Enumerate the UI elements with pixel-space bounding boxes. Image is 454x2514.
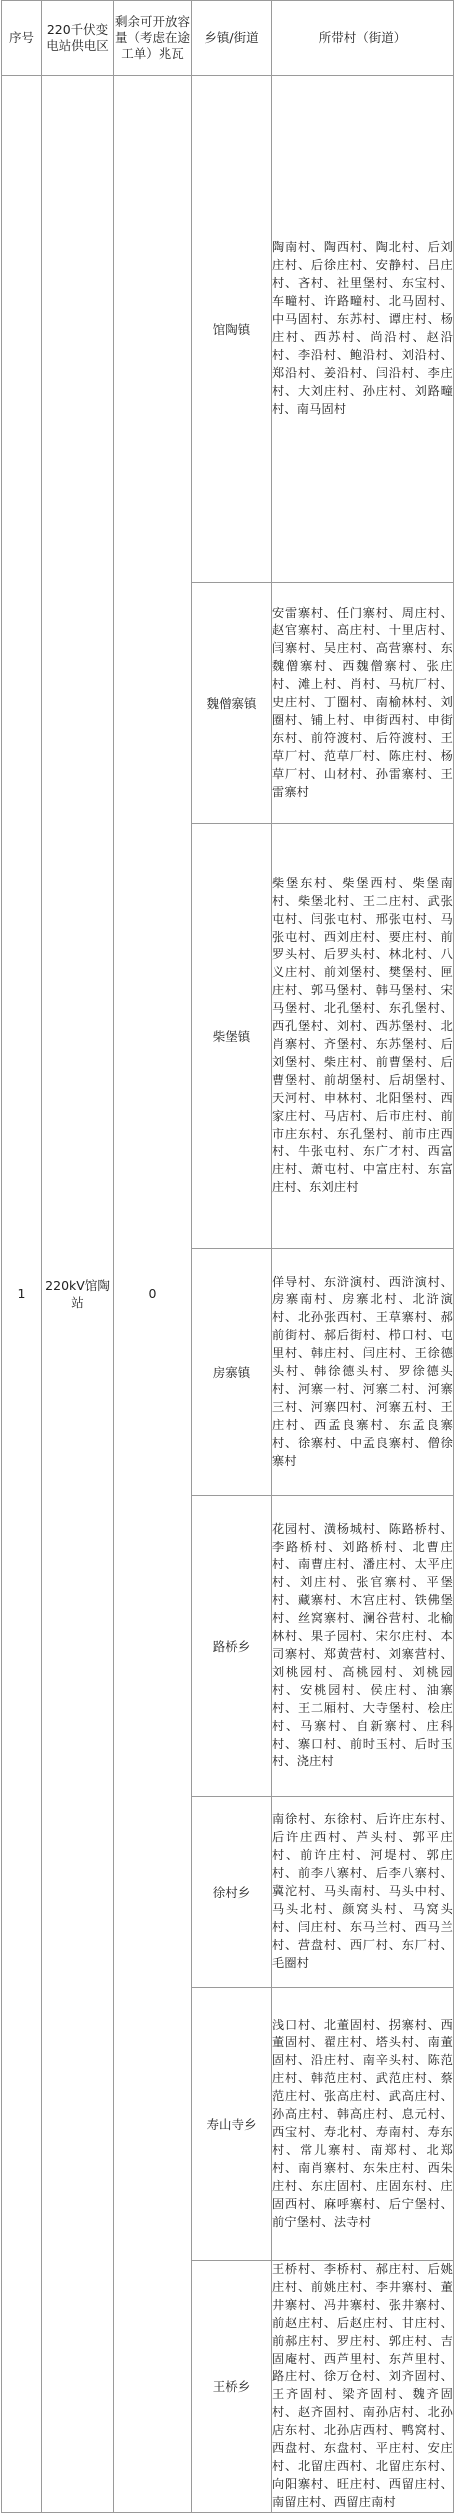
town-name: 徐村乡: [192, 1797, 272, 1988]
town-name: 寿山寺乡: [192, 1988, 272, 2261]
header-remaining-capacity: 剩余可开放容量（考虑在途工单）兆瓦: [114, 1, 192, 76]
header-villages: 所带村（街道）: [272, 1, 454, 76]
town-name: 魏僧寨镇: [192, 583, 272, 824]
town-villages: 南徐村、东徐村、后许庄东村、后许庄西村、芦头村、郭平庄村、前许庄村、河堤村、郭庄村、前李八寨村、后李八寨村、冀沱村、马头南村、马头中村、马头北村、颜窝头村、马窝头村、闫庄村、东马兰村、西马兰村、营盘村、西厂村、东厂村、毛圈村: [272, 1797, 454, 1988]
table-row: [2, 76, 454, 583]
header-substation-area: 220千伏变电站供电区: [42, 1, 114, 76]
town-villages: 柴堡东村、柴堡西村、柴堡南村、柴堡北村、王二庄村、武张屯村、闫张屯村、邢张屯村、马张屯村、西刘庄村、要庄村、前罗头村、后罗头村、林北村、八义庄村、前刘堡村、樊堡村、匣庄村、郭马堡村、韩马堡村、宋马堡村、北孔堡村、东孔堡村、西孔堡村、刘村、西苏堡村、北肖寨村、齐堡村、东苏堡村、后刘堡村、柴庄村、前曹堡村、后曹堡村、前胡堡村、后胡堡村、天河村、申林村、北阳堡村、西家庄村、马店村、后市庄村、前市庄东村、东孔堡村、前市庄西村、牛张屯村、东广才村、西富庄村、萧屯村、中富庄村、东富庄村、东刘庄村: [272, 824, 454, 1249]
town-villages: 浅口村、北董固村、拐寨村、西董固村、翟庄村、塔头村、南董固村、沿庄村、南辛头村、陈范庄村、韩范庄村、武范庄村、蔡范庄村、张高庄村、武高庄村、孙高庄村、韩高庄村、息元村、西宝村、寿北村、寿南村、寿东村、常儿寨村、南郑村、北郑村、南肖寨村、东朱庄村、西朱庄村、东庄固村、庄固东村、庄固西村、麻呼寨村、后宁堡村、前宁堡村、法寺村: [272, 1988, 454, 2261]
capacity-table: [1, 0, 454, 2513]
town-name: 王桥乡: [192, 2261, 272, 2513]
town-villages: 陶南村、陶西村、陶北村、后刘庄村、后徐庄村、安静村、吕庄村、吝村、社里堡村、东宝村、车疃村、许路疃村、北马固村、中马固村、东苏村、谭庄村、杨庄村、西苏村、尚沿村、赵沿村、李沿村、鲍沿村、刘沿村、郑沿村、姜沿村、闫沿村、李庄村、大刘庄村、孙庄村、刘路疃村、南马固村: [272, 76, 454, 583]
town-villages: 佯导村、东浒演村、西浒演村、房寨南村、房寨北村、北浒演村、北孙张西村、王草寨村、郝前街村、郝后街村、栉口村、屯里村、韩庄村、闫庄村、王徐德头村、韩徐德头村、罗徐德头村、河寨一村、河寨二村、河寨三村、河寨四村、河寨五村、王庄村、西孟良寨村、东孟良寨村、徐寨村、中孟良寨村、僧徐寨村: [272, 1249, 454, 1496]
town-villages: 花园村、潢杨城村、陈路桥村、李路桥村、刘路桥村、北曹庄村、南曹庄村、潘庄村、太平庄村、刘庄村、张官寨村、平堡村、藏寨村、木宫庄村、铁佛堡村、丝窝寨村、澜谷营村、北榆林村、果子园村、宋尔庄村、本司寨村、郑黄营村、刘寨营村、刘桃园村、高桃园村、刘桃园村、安桃园村、侯庄村、油寨村、王二厢村、大寺堡村、桧庄村、马寨村、自新寨村、庄科村、寨口村、前时玉村、后时玉村、浇庄村: [272, 1496, 454, 1797]
town-name: 柴堡镇: [192, 824, 272, 1249]
town-name: 路桥乡: [192, 1496, 272, 1797]
remaining-capacity-value: 0: [114, 76, 192, 2513]
table-header-row: [2, 1, 454, 76]
row-index: 1: [2, 76, 42, 2513]
header-township: 乡镇/街道: [192, 1, 272, 76]
town-villages: 王桥村、李桥村、郝庄村、后姚庄村、前姚庄村、李井寨村、董井寨村、冯井寨村、张井寨村、前赵庄村、后赵庄村、甘庄村、前郝庄村、罗庄村、郭庄村、吉固庵村、西芦里村、东芦里村、路庄村、徐万仓村、刘齐固村、王齐固村、梁齐固村、魏齐固村、赵齐固村、南孙店村、北孙店东村、北孙店西村、鸭窝村、西盘村、东盘村、平庄村、安庄村、北留庄西村、北留庄东村、向阳寨村、旺庄村、西留庄村、南留庄村、西留庄南村: [272, 2261, 454, 2513]
town-name: 房寨镇: [192, 1249, 272, 1496]
substation-name: 220kV馆陶站: [42, 76, 114, 2513]
header-index: 序号: [2, 1, 42, 76]
town-villages: 安雷寨村、任门寨村、周庄村、赵官寨村、高庄村、十里店村、闫寨村、吴庄村、高营寨村、东魏僧寨村、西魏僧寨村、张庄村、滩上村、肖村、马杭厂村、史庄村、丁圈村、南榆林村、刘圈村、铺上村、申街西村、申街东村、前符渡村、后符渡村、王草厂村、范草厂村、陈庄村、杨草厂村、山材村、孙雷寨村、王雷寨村: [272, 583, 454, 824]
town-name: 馆陶镇: [192, 76, 272, 583]
